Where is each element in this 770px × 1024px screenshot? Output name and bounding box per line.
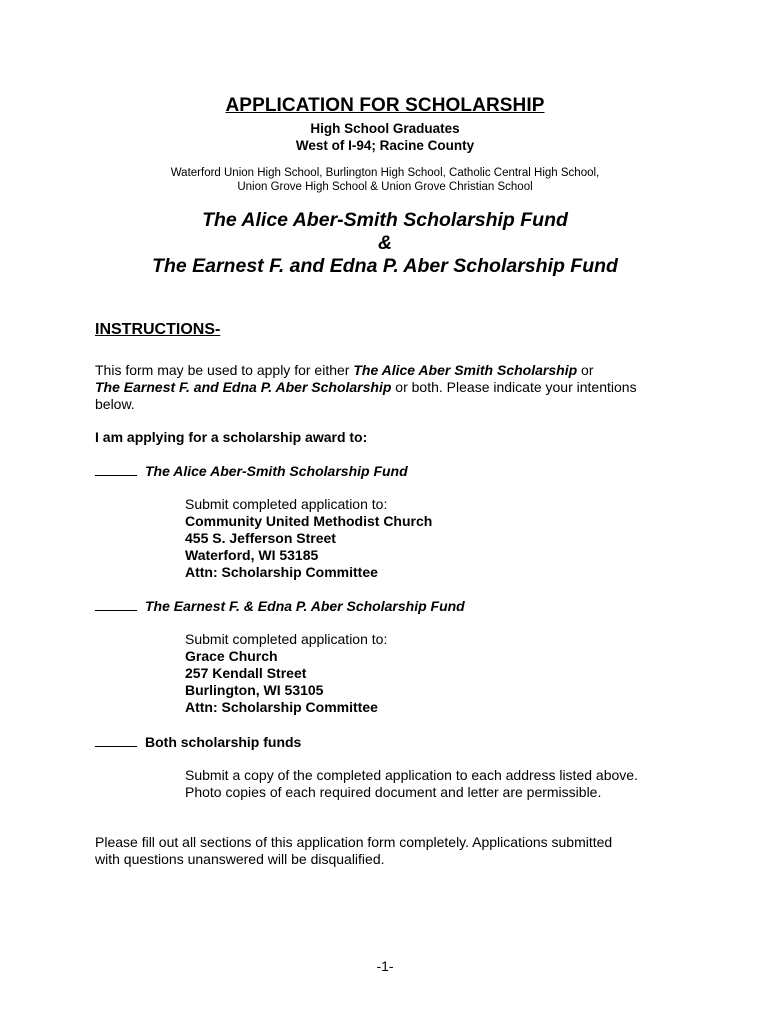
instructions-heading: INSTRUCTIONS-: [95, 321, 221, 338]
checkbox-blank-alice[interactable]: [95, 463, 137, 476]
address-line-4: Attn: Scholarship Committee: [185, 699, 378, 715]
both-funds-note: [185, 767, 638, 801]
fund-ampersand: &: [377, 232, 393, 254]
schools-line-2: Union Grove High School & Union Grove Christian School: [237, 181, 533, 193]
submit-instruction: Submit completed application to:: [185, 631, 388, 647]
address-line-3: Waterford, WI 53185: [185, 547, 319, 563]
applying-statement: I am applying for a scholarship award to:: [95, 429, 368, 445]
closing-paragraph: [95, 834, 612, 868]
schools-line-1: Waterford Union High School, Burlington High School, Catholic Central High School,: [170, 167, 600, 179]
para-text-3: or both. Please indicate your intentions below.: [95, 379, 637, 412]
option-earnest-edna-aber: [95, 598, 465, 614]
address-line-1: Community United Methodist Church: [185, 513, 433, 529]
page-number: -1-: [376, 958, 394, 974]
para-text-1: This form may be used to apply for either: [95, 362, 354, 378]
subtitle-graduates: High School Graduates: [310, 121, 460, 136]
address-block-alice: [185, 496, 432, 581]
page-title: APPLICATION FOR SCHOLARSHIP: [225, 95, 545, 116]
para-fund-name-2: The Earnest F. and Edna P. Aber Scholarship: [95, 379, 392, 395]
instructions-paragraph: [95, 362, 665, 413]
address-line-2: 455 S. Jefferson Street: [185, 530, 336, 546]
address-line-2: 257 Kendall Street: [185, 665, 307, 681]
subtitle-region: West of I-94; Racine County: [295, 138, 475, 153]
fund-title-1: The Alice Aber-Smith Scholarship Fund: [202, 209, 568, 231]
submit-instruction: Submit completed application to:: [185, 496, 388, 512]
para-fund-name-1: The Alice Aber Smith Scholarship: [353, 362, 578, 378]
option-both-funds: [95, 734, 301, 750]
address-line-1: Grace Church: [185, 648, 278, 664]
option-label: Both scholarship funds: [145, 734, 302, 750]
fund-title-2: The Earnest F. and Edna P. Aber Scholarship Fund: [152, 255, 618, 277]
option-label: The Earnest F. & Edna P. Aber Scholarship Fund: [145, 598, 465, 614]
both-note-line-1: Submit a copy of the completed application to each address listed above.: [185, 767, 638, 783]
option-label: The Alice Aber-Smith Scholarship Fund: [145, 463, 408, 479]
checkbox-blank-both[interactable]: [95, 734, 137, 747]
closing-line-1: Please fill out all sections of this application form completely. Applications submitted: [95, 834, 613, 850]
address-line-3: Burlington, WI 53105: [185, 682, 324, 698]
option-alice-aber-smith: [95, 463, 408, 479]
address-block-earnest: [185, 631, 387, 716]
closing-line-2: with questions unanswered will be disqualified.: [95, 851, 385, 867]
address-line-4: Attn: Scholarship Committee: [185, 564, 378, 580]
checkbox-blank-earnest[interactable]: [95, 598, 137, 611]
both-note-line-2: Photo copies of each required document and letter are permissible.: [185, 784, 602, 800]
para-text-2: or: [577, 362, 594, 378]
